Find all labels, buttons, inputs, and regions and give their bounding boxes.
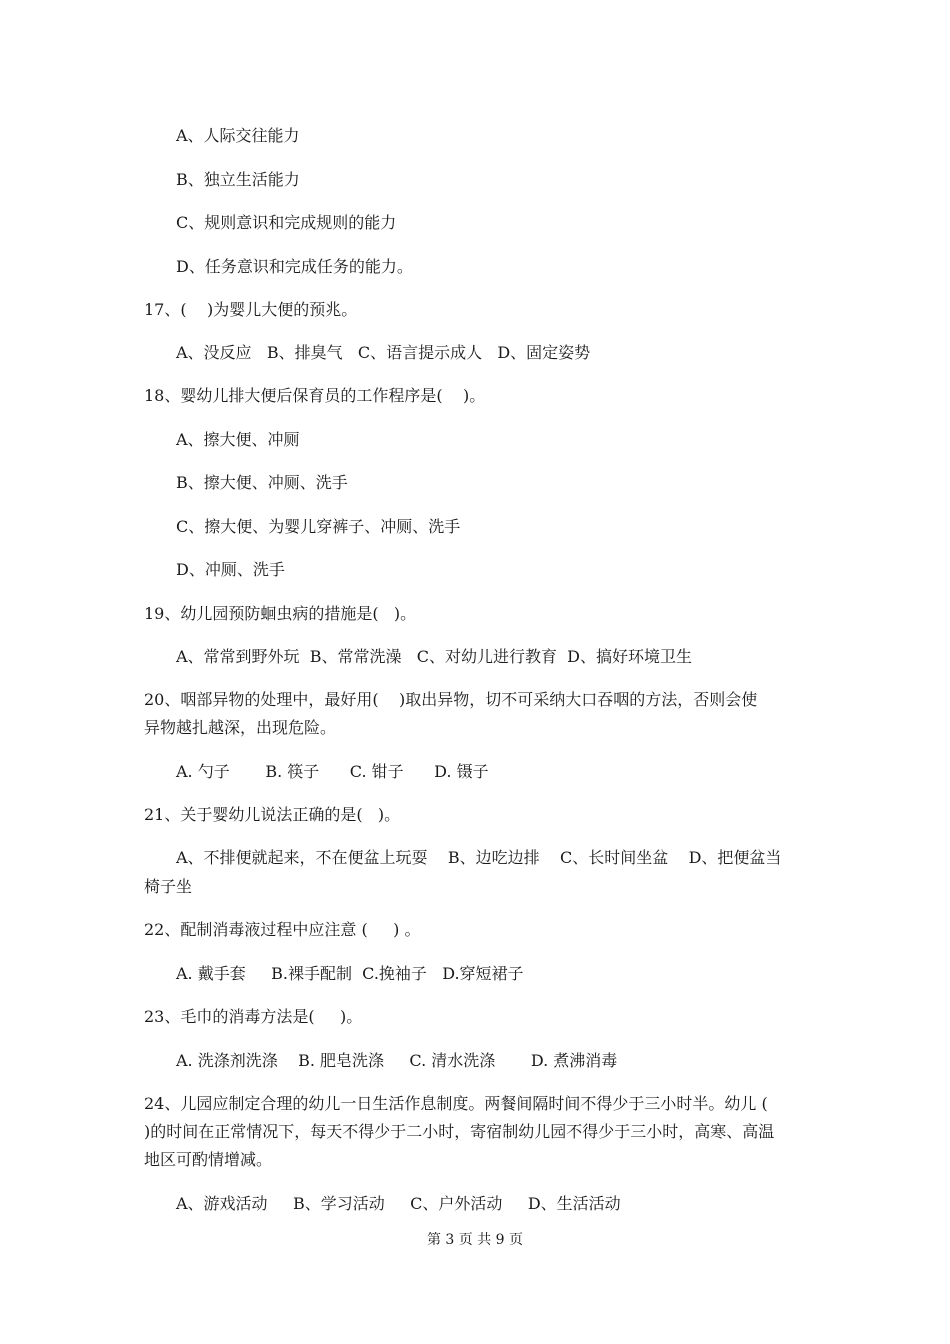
q24-options: A、游戏活动 B、学习活动 C、户外活动 D、生活活动 <box>176 1194 621 1213</box>
question-24-cont-2: 地区可酌情增减。 <box>144 1150 273 1169</box>
q21-options: A、不排便就起来，不在便盆上玩耍 B、边吃边排 C、长时间坐盆 D、把便盆当 <box>176 848 782 867</box>
q18-option-b: B、擦大便、冲厕、洗手 <box>176 473 348 492</box>
q22-options: A. 戴手套 B.裸手配制 C.挽袖子 D.穿短裙子 <box>176 964 524 983</box>
q20-options: A. 勺子 B. 筷子 C. 钳子 D. 镊子 <box>176 762 489 781</box>
question-19: 19、幼儿园预防蛔虫病的措施是( )。 <box>144 604 417 623</box>
question-24: 24、儿园应制定合理的幼儿一日生活作息制度。两餐间隔时间不得少于三小时半。幼儿 ( <box>144 1094 768 1113</box>
q23-options: A. 洗涤剂洗涤 B. 肥皂洗涤 C. 清水洗涤 D. 煮沸消毒 <box>176 1051 618 1070</box>
question-22: 22、配制消毒液过程中应注意 ( ) 。 <box>144 920 421 939</box>
q16-option-a: A、人际交往能力 <box>176 126 300 145</box>
question-17: 17、( )为婴儿大便的预兆。 <box>144 300 358 319</box>
q16-option-d: D、任务意识和完成任务的能力。 <box>176 257 413 276</box>
page-footer: 第 3 页 共 9 页 <box>426 1232 524 1248</box>
q18-option-d: D、冲厕、洗手 <box>176 560 285 579</box>
q18-option-c: C、擦大便、为婴儿穿裤子、冲厕、洗手 <box>176 517 461 536</box>
q19-options: A、常常到野外玩 B、常常洗澡 C、对幼儿进行教育 D、搞好环境卫生 <box>176 647 692 666</box>
question-21: 21、关于婴幼儿说法正确的是( )。 <box>144 805 401 824</box>
q18-option-a: A、擦大便、冲厕 <box>176 430 300 449</box>
question-20: 20、咽部异物的处理中，最好用( )取出异物，切不可采纳大口吞咽的方法，否则会使 <box>144 690 758 709</box>
q16-option-b: B、独立生活能力 <box>176 170 300 189</box>
q17-options: A、没反应 B、排臭气 C、语言提示成人 D、固定姿势 <box>176 343 591 362</box>
q16-option-c: C、规则意识和完成规则的能力 <box>176 213 397 232</box>
question-23: 23、毛巾的消毒方法是( )。 <box>144 1007 363 1026</box>
question-24-cont-1: )的时间在正常情况下，每天不得少于二小时，寄宿制幼儿园不得少于三小时，高寒、高温 <box>144 1122 775 1141</box>
question-18: 18、婴幼儿排大便后保育员的工作程序是( )。 <box>144 386 486 405</box>
question-20-cont: 异物越扎越深，出现危险。 <box>144 718 337 737</box>
q21-options-cont: 椅子坐 <box>144 877 193 896</box>
